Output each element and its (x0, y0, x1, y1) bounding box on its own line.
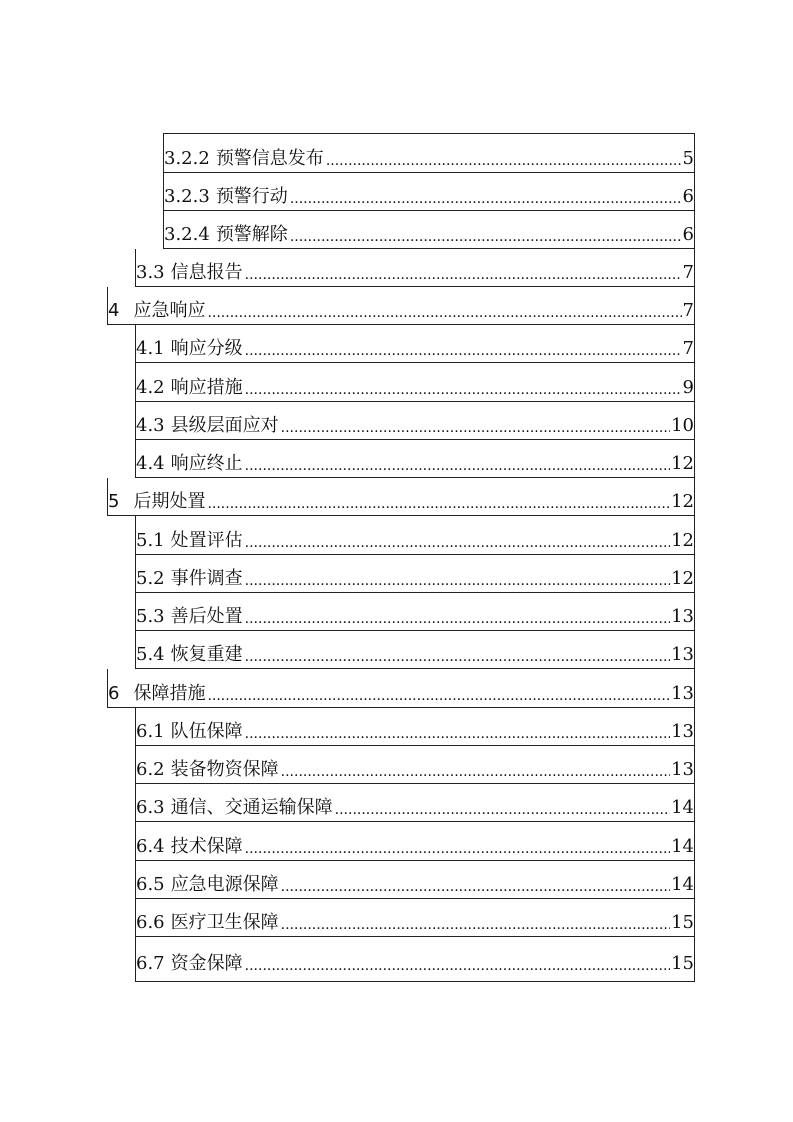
toc-leader-dots (335, 802, 670, 818)
toc-entry-page: 14 (671, 797, 694, 818)
toc-entry-title: 预警行动 (215, 186, 288, 207)
toc-entry-title: 应急响应 (133, 300, 206, 321)
toc-entry-page: 12 (671, 453, 694, 474)
toc-entry-page: 12 (671, 491, 694, 512)
toc-leader-dots (281, 879, 670, 895)
toc-leader-dots (207, 496, 670, 512)
toc-leader-dots (281, 764, 670, 780)
toc-entry-6[interactable] (107, 669, 695, 708)
toc-entry-3-2-3[interactable] (163, 173, 695, 211)
toc-entry-number: 4.3 (136, 415, 165, 436)
toc-entry-number: 5.2 (136, 568, 165, 589)
toc-entry-title: 县级层面应对 (170, 415, 279, 436)
toc-entry-page: 13 (671, 759, 694, 780)
toc-entry-number: 6.7 (136, 953, 165, 974)
toc-entry-page: 14 (671, 874, 694, 895)
toc-entry-page: 9 (682, 377, 694, 398)
toc-entry-number: 5.3 (136, 606, 165, 627)
toc-entry-number: 5 (108, 491, 120, 512)
toc-entry-number: 6 (108, 683, 120, 704)
toc-entry-6-2[interactable] (135, 746, 695, 784)
toc-entry-number: 4.2 (136, 377, 165, 398)
toc-entry-6-5[interactable] (135, 861, 695, 899)
toc-entry-title: 预警解除 (215, 224, 288, 245)
toc-leader-dots (245, 573, 670, 589)
toc-leader-dots (207, 688, 670, 704)
toc-entry-number: 5.1 (136, 530, 165, 551)
toc-entry-page: 7 (682, 338, 694, 359)
toc-entry-title: 队伍保障 (170, 721, 243, 742)
toc-entry-number: 4.4 (136, 453, 165, 474)
toc-entry-number: 3.3 (136, 262, 165, 283)
toc-entry-page: 13 (671, 644, 694, 665)
toc-entry-page: 7 (682, 262, 694, 283)
toc-entry-6-6[interactable] (135, 899, 695, 937)
toc-leader-dots (290, 229, 682, 245)
toc-entry-title: 善后处置 (170, 606, 243, 627)
toc-entry-page: 15 (671, 953, 694, 974)
toc-entry-title: 响应措施 (170, 377, 243, 398)
toc-entry-4-3[interactable] (135, 402, 695, 440)
toc-leader-dots (245, 958, 670, 974)
toc-entry-page: 5 (682, 148, 694, 169)
toc-entry-3-2-4[interactable] (163, 211, 695, 249)
toc-entry-number: 5.4 (136, 644, 165, 665)
toc-entry-6-7[interactable] (135, 937, 695, 982)
toc-leader-dots (245, 458, 670, 474)
toc-leader-dots (207, 305, 681, 321)
toc-entry-title: 装备物资保障 (170, 759, 279, 780)
toc-entry-number: 6.6 (136, 912, 165, 933)
toc-entry-title: 信息报告 (170, 262, 243, 283)
toc-entry-4-2[interactable] (135, 363, 695, 402)
toc-entry-title: 资金保障 (170, 953, 243, 974)
toc-leader-dots (245, 382, 682, 398)
toc-entry-title: 应急电源保障 (170, 874, 279, 895)
toc-entry-page: 15 (671, 912, 694, 933)
toc-entry-number: 6.5 (136, 874, 165, 895)
toc-entry-5-4[interactable] (135, 631, 695, 669)
toc-entry-page: 7 (682, 300, 694, 321)
toc-entry-title: 医疗卫生保障 (170, 912, 279, 933)
toc-entry-page: 13 (671, 683, 694, 704)
toc-entry-6-3[interactable] (135, 784, 695, 822)
toc-entry-title: 事件调查 (170, 568, 243, 589)
toc-entry-number: 6.1 (136, 721, 165, 742)
toc-leader-dots (245, 343, 682, 359)
toc-entry-page: 14 (671, 836, 694, 857)
toc-entry-title: 响应终止 (170, 453, 243, 474)
toc-leader-dots (281, 420, 670, 436)
toc-entry-number: 6.2 (136, 759, 165, 780)
toc-entry-title: 通信、交通运输保障 (170, 797, 333, 818)
toc-entry-5-1[interactable] (135, 516, 695, 555)
toc-entry-number: 3.2.3 (164, 186, 210, 207)
toc-entry-number: 6.3 (136, 797, 165, 818)
toc-entry-5-2[interactable] (135, 555, 695, 593)
toc-entry-3-3[interactable] (135, 249, 695, 287)
toc-entry-number: 3.2.4 (164, 224, 210, 245)
toc-entry-6-1[interactable] (135, 708, 695, 746)
toc-leader-dots (245, 611, 670, 627)
toc-entry-number: 3.2.2 (164, 148, 210, 169)
toc-leader-dots (290, 191, 682, 207)
toc-entry-page: 13 (671, 721, 694, 742)
toc-leader-dots (245, 535, 670, 551)
toc-entry-5-3[interactable] (135, 593, 695, 631)
toc-leader-dots (245, 649, 670, 665)
toc-leader-dots (245, 267, 682, 283)
toc-entry-6-4[interactable] (135, 822, 695, 861)
toc-entry-title: 预警信息发布 (215, 148, 324, 169)
toc-leader-dots (245, 726, 670, 742)
toc-entry-page: 6 (682, 186, 694, 207)
toc-entry-page: 12 (671, 530, 694, 551)
toc-entry-5[interactable] (107, 478, 695, 516)
toc-entry-number: 6.4 (136, 836, 165, 857)
toc-entry-title: 恢复重建 (170, 644, 243, 665)
toc-entry-page: 10 (671, 415, 694, 436)
toc-entry-4-1[interactable] (135, 325, 695, 363)
toc-leader-dots (245, 841, 670, 857)
toc-entry-3-2-2[interactable] (163, 133, 695, 173)
toc-leader-dots (326, 153, 682, 169)
toc-entry-title: 后期处置 (133, 491, 206, 512)
toc-entry-4[interactable] (107, 287, 695, 325)
toc-entry-title: 响应分级 (170, 338, 243, 359)
toc-entry-page: 13 (671, 606, 694, 627)
toc-entry-title: 保障措施 (133, 683, 206, 704)
toc-entry-number: 4 (108, 300, 120, 321)
toc-entry-page: 12 (671, 568, 694, 589)
toc-entry-4-4[interactable] (135, 440, 695, 478)
toc-leader-dots (281, 917, 670, 933)
toc-entry-page: 6 (682, 224, 694, 245)
toc-entry-title: 技术保障 (170, 836, 243, 857)
toc-entry-number: 4.1 (136, 338, 165, 359)
toc-entry-title: 处置评估 (170, 530, 243, 551)
